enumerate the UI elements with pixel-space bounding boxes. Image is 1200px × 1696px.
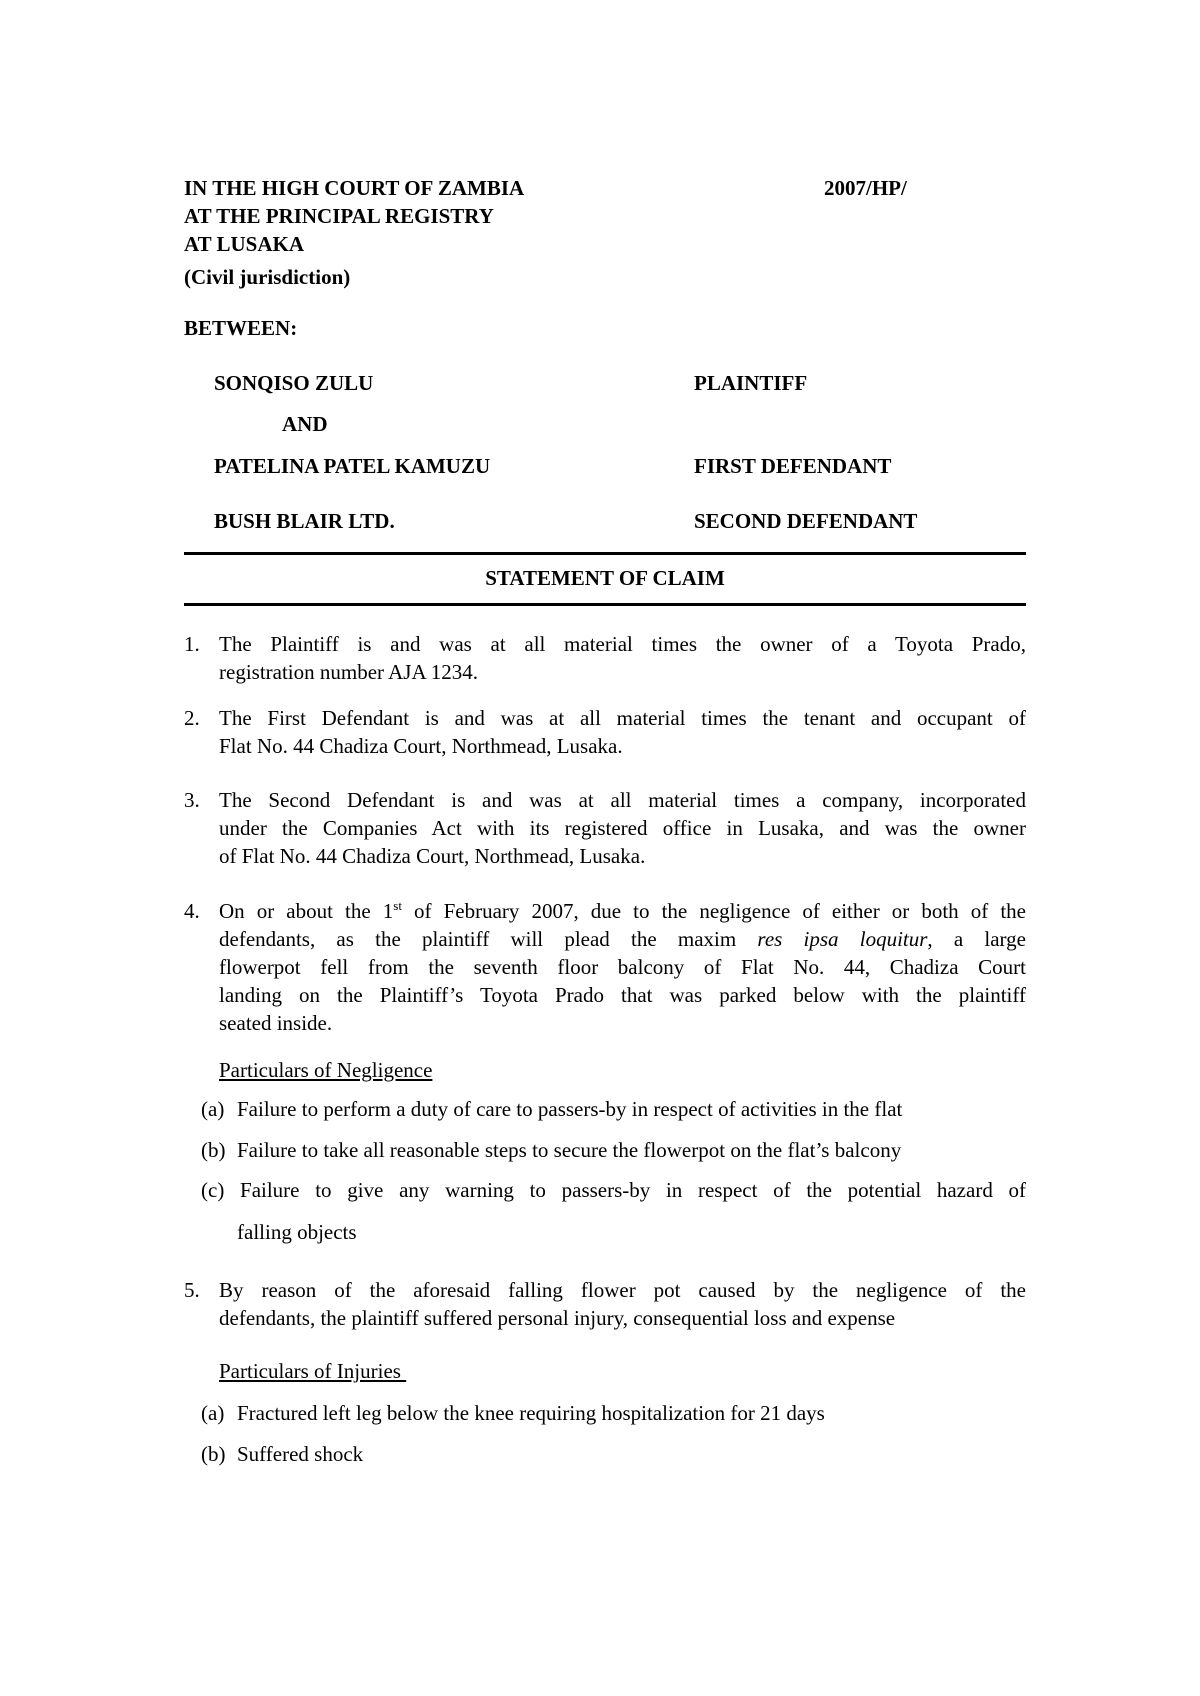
item-row (201, 1178, 1026, 1203)
paragraph-line: flowerpot fell from the seventh floor balcony of Flat No. 44, Chadiza Court (219, 955, 1026, 979)
item-text: Suffered shock (237, 1442, 364, 1466)
paragraph-line: registration number AJA 1234. (219, 660, 478, 684)
paragraph-line (219, 925, 1026, 953)
paragraph-line: The Second Defendant is and was at all material times a company, incorporated (219, 788, 1026, 812)
court-name: IN THE HIGH COURT OF ZAMBIA (184, 176, 525, 200)
top-rule (184, 552, 1026, 555)
item-label: (a) (201, 1097, 225, 1121)
text-fragment: On or about the 1 (219, 899, 394, 923)
paragraph-number: 2. (184, 706, 200, 730)
court-registry: AT THE PRINCIPAL REGISTRY (184, 204, 494, 228)
paragraph-line: of Flat No. 44 Chadiza Court, Northmead, Lusaka. (219, 844, 646, 868)
item-continuation: falling objects (237, 1220, 357, 1244)
paragraph-number: 4. (184, 899, 200, 923)
paragraph-line: under the Companies Act with its registered office in Lusaka, and was the owner (219, 816, 1026, 840)
bottom-rule (184, 603, 1026, 606)
plaintiff-name: SONQISO ZULU (214, 371, 374, 395)
paragraph-line: The Plaintiff is and was at all material times the owner of a Toyota Prado, (219, 632, 1026, 656)
list-item (201, 1440, 363, 1468)
court-jurisdiction: (Civil jurisdiction) (184, 265, 351, 289)
court-location: AT LUSAKA (184, 232, 305, 256)
item-text: Fractured left leg below the knee requiring hospitalization for 21 days (237, 1401, 825, 1425)
paragraph-1 (219, 630, 1026, 686)
ordinal-suffix: st (393, 898, 402, 913)
paragraph-line: landing on the Plaintiff’s Toyota Prado that was parked below with the plaintiff (219, 983, 1026, 1007)
between-label: BETWEEN: (184, 316, 298, 340)
item-label: (b) (201, 1138, 226, 1162)
text-fragment: of February 2007, due to the negligence of either or both of the (401, 899, 1026, 923)
paragraph-4 (219, 897, 1026, 1037)
list-item (201, 1095, 902, 1123)
paragraph-2 (219, 704, 1026, 760)
injuries-heading: Particulars of Injuries (219, 1359, 407, 1383)
paragraph-number: 5. (184, 1278, 200, 1302)
text-fragment: defendants, as the plaintiff will plead the maxim (219, 927, 758, 951)
paragraph-number: 1. (184, 632, 200, 656)
second-defendant-name: BUSH BLAIR LTD. (214, 509, 395, 533)
negligence-heading: Particulars of Negligence (219, 1058, 433, 1082)
paragraph-line: The First Defendant is and was at all material times the tenant and occupant of (219, 706, 1026, 730)
paragraph-line: defendants, the plaintiff suffered personal injury, consequential loss and expense (219, 1306, 896, 1330)
item-text: Failure to perform a duty of care to passers-by in respect of activities in the flat (237, 1097, 903, 1121)
item-label: (b) (201, 1442, 226, 1466)
list-item (201, 1136, 901, 1164)
plaintiff-role: PLAINTIFF (694, 371, 808, 395)
and-label: AND (282, 412, 328, 436)
list-item (201, 1399, 825, 1427)
first-defendant-name: PATELINA PATEL KAMUZU (214, 454, 491, 478)
list-item (201, 1178, 1026, 1203)
paragraph-3 (219, 786, 1026, 870)
item-text: Failure to give any warning to passers-by in respect of the potential hazard of (240, 1178, 1027, 1202)
item-text: Failure to take all reasonable steps to secure the flowerpot on the flat’s balcony (237, 1138, 902, 1162)
paragraph-line: Flat No. 44 Chadiza Court, Northmead, Lusaka. (219, 734, 623, 758)
first-defendant-role: FIRST DEFENDANT (694, 454, 892, 478)
item-label: (a) (201, 1401, 225, 1425)
paragraph-number: 3. (184, 788, 200, 812)
latin-maxim: res ipsa loquitur (757, 927, 928, 951)
item-label: (c) (201, 1178, 225, 1202)
paragraph-line (219, 897, 1026, 925)
case-number: 2007/HP/ (824, 176, 907, 200)
text-fragment: , a large (927, 927, 1026, 951)
second-defendant-role: SECOND DEFENDANT (694, 509, 918, 533)
paragraph-5 (219, 1276, 1026, 1332)
paragraph-line: seated inside. (219, 1011, 333, 1035)
document-title: STATEMENT OF CLAIM (485, 566, 725, 590)
paragraph-line: By reason of the aforesaid falling flower pot caused by the negligence of the (219, 1278, 1026, 1302)
